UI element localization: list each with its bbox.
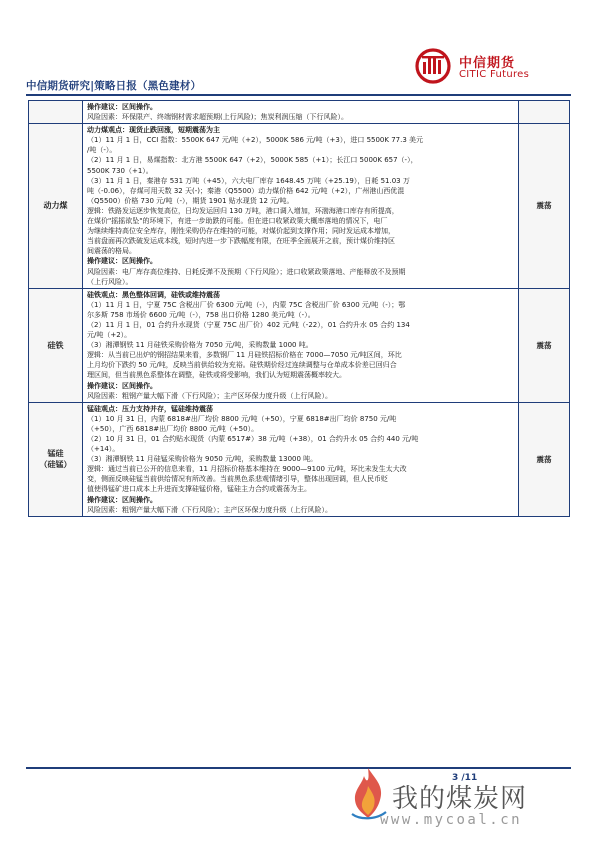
row-content-cell xyxy=(83,101,519,124)
row-text-line: （3）11 月 1 日，秦港存 531 万吨（+45），六大电厂库存 1648.45 万吨（+25.19），日耗 51.03 万 xyxy=(87,176,410,185)
row-content-cell xyxy=(83,288,519,402)
row-text-line: （2）11 月 1 日，01 合约升水现货（宁夏 75C 出厂价）402 元/吨（-22），01 合约升水 05 合约 134 xyxy=(87,320,410,329)
row-content-cell xyxy=(83,402,519,516)
row-heading-line: 操作建议：区间操作。 xyxy=(87,381,157,390)
row-label-cell xyxy=(29,124,83,289)
row-outlook-cell xyxy=(519,288,570,402)
row-outlook-cell xyxy=(519,101,570,124)
row-text-line: （1）10 月 31 日，内蒙 6818#出厂均价 8800 元/吨（+50），宁夏 6818#出厂均价 8750 元/吨 xyxy=(87,414,397,423)
row-text-line: 逻辑：铁路发运逐步恢复高位，日均发运回归 130 万吨，港口调入增加，环渤海港口库存有所提高， xyxy=(87,206,399,215)
row-text-line: （2）11 月 1 日，易煤指数：北方港 5500K 647（+2），5000K 585（+1）；长江口 5000K 657（-）， xyxy=(87,156,418,165)
row-outlook-cell xyxy=(519,124,570,289)
row-text-line: 风险因素：电厂库存高位维持、日耗反弹不及预期（下行风险）；进口收紧政策落地、产能释放不及预期 xyxy=(87,267,406,276)
watermark-url: www.mycoal.cn xyxy=(380,812,523,828)
table-row xyxy=(29,101,570,124)
row-heading-line: 锰硅观点：压力支持并存，锰硅维持震荡 xyxy=(87,404,213,413)
row-outlook: 震荡 xyxy=(536,340,552,350)
logo-chinese-name: 中信期货 xyxy=(459,56,516,71)
row-text-line: （1）11 月 1 日，宁夏 75C 含税出厂价 6300 元/吨（-），内蒙 75C 含税出厂价 6300 元/吨（-）；鄂 xyxy=(87,300,406,309)
row-text-line: /吨（-）。 xyxy=(87,146,117,155)
row-text-line: （3）湘潭钢铁 11 月硅锰采购价格为 9050 元/吨，采购数量 13000 吨。 xyxy=(87,455,318,464)
row-text-line: 当前盘面再次跌破发运成本线，短时内进一步下跌幅度有限，在旺季全面展开之前，预计煤价维持区 xyxy=(87,237,395,246)
row-text-line: 5500K 730（+1）。 xyxy=(87,166,153,175)
row-text-line: （3）湘潭钢铁 11 月硅铁采购价格为 7050 元/吨，采购数量 1000 吨。 xyxy=(87,341,313,350)
row-text-line: 间震荡的格局。 xyxy=(87,247,136,256)
row-heading-line: 操作建议：区间操作。 xyxy=(87,257,157,266)
row-outlook: 震荡 xyxy=(536,201,552,211)
row-heading-line: 动力煤观点：现货止跌回涨，短期震荡为主 xyxy=(87,126,220,135)
row-label-cell xyxy=(29,288,83,402)
row-label-cell xyxy=(29,402,83,516)
row-text-line: 为继续维持高位安全库存，刚性采购仍存在维持的可能，对煤价起到支撑作用；同时发运成本增加， xyxy=(87,227,395,236)
row-heading-line: 操作建议：区间操作。 xyxy=(87,495,157,504)
logo-english-name: CITIC Futures xyxy=(459,69,530,80)
row-text-line: 吨（-0.06），存煤可用天数 32 天(-)；秦港（Q5500）动力煤价格 642 元/吨（+2），广州港山西优混 xyxy=(87,186,405,195)
header-divider xyxy=(26,94,571,96)
row-text-line: 在煤价"摇摇欲坠"的环境下，有进一步助跌的可能。但在进口收紧政策大概率落地的情况下，电厂 xyxy=(87,217,388,226)
row-content-cell xyxy=(83,124,519,289)
row-outlook: 震荡 xyxy=(536,454,552,464)
row-text-line: （+14）。 xyxy=(87,445,120,454)
row-text-line: 值使得锰矿进口成本上升进而支撑硅锰价格，锰硅主力合约或震荡为主。 xyxy=(87,485,311,494)
row-text-line: 理区间，但当前黑色系整体在调整，硅铁或将受影响，我们认为短期震荡概率较大。 xyxy=(87,371,346,380)
watermark-site-name: 我的煤炭网 xyxy=(392,784,528,814)
footer-divider xyxy=(26,767,571,769)
table-row xyxy=(29,402,570,516)
row-text-line: （+50），广西 6818#出厂均价 8800 元/吨（+50）。 xyxy=(87,424,259,433)
row-text-line: 变，侧面反映硅锰当前供给情况有所改善。当前黑色系悲观情绪引导，整体出现回调，但人民币贬 xyxy=(87,475,388,484)
table-row xyxy=(29,288,570,402)
row-text-line: 风险因素：环保限产、终端钢材需求超预期(上行风险)；焦炭利润压缩（下行风险）。 xyxy=(87,113,348,122)
row-label-cell xyxy=(29,101,83,124)
row-label: 硅铁 xyxy=(47,340,64,350)
row-text-line: 尔多斯 758 市场价 6600 元/吨（-），758 出口价格 1280 美元/吨（-）。 xyxy=(87,310,315,319)
report-title: 中信期货研究|策略日报（黑色建材） xyxy=(26,80,202,92)
strategy-table xyxy=(28,100,570,517)
row-text-line: 逻辑：从当前已出炉的钢招结果来看，多数钢厂 11 月硅铁招标价格在 7000—7050 元/吨区间，环比 xyxy=(87,351,402,360)
row-text-line: 逻辑：通过当前已公开的信息来看，11 月招标价格基本维持在 9000—9100 元/吨，环比未发生太大改 xyxy=(87,465,407,474)
citic-seal-icon xyxy=(415,48,451,84)
row-text-line: （Q5500）价格 730 元/吨（-），期货 1901 贴水现货 12 元/吨。 xyxy=(87,196,294,205)
table-row xyxy=(29,124,570,289)
row-heading-line: 操作建议：区间操作。 xyxy=(87,103,157,111)
citic-futures-logo xyxy=(415,48,575,90)
row-text-line: 元/吨（+2）。 xyxy=(87,331,132,340)
row-outlook-cell xyxy=(519,402,570,516)
row-label: 动力煤 xyxy=(43,201,68,211)
row-text-line: （1）11 月 1 日，CCI 指数：5500K 647 元/吨（+2），5000K 586 元/吨（+3），进口 5500K 77.3 美元 xyxy=(87,136,424,145)
row-text-line: （2）10 月 31 日，01 合约贴水现货（内蒙 6517#）38 元/吨（+38），01 合约升水 05 合约 440 元/吨 xyxy=(87,435,419,443)
row-text-line: （上行风险）。 xyxy=(87,277,133,286)
row-text-line: 上月均价下跌约 50 元/吨，反映当前供给较为充裕。硅铁期价经过连续调整与仓单成本价差已回归合 xyxy=(87,361,397,370)
row-label-alias: （硅锰） xyxy=(39,460,72,470)
row-heading-line: 硅铁观点：黑色整体回调，硅铁或维持震荡 xyxy=(87,290,220,299)
row-text-line: 风险因素：粗钢产量大幅下滑（下行风险）；主产区环保力度升级（上行风险）。 xyxy=(87,391,332,400)
page-number: 3 /11 xyxy=(452,773,478,783)
row-text-line: 风险因素：粗钢产量大幅下滑（下行风险）；主产区环保力度升级（上行风险）。 xyxy=(87,505,332,514)
row-label: 锰硅 xyxy=(47,449,64,459)
